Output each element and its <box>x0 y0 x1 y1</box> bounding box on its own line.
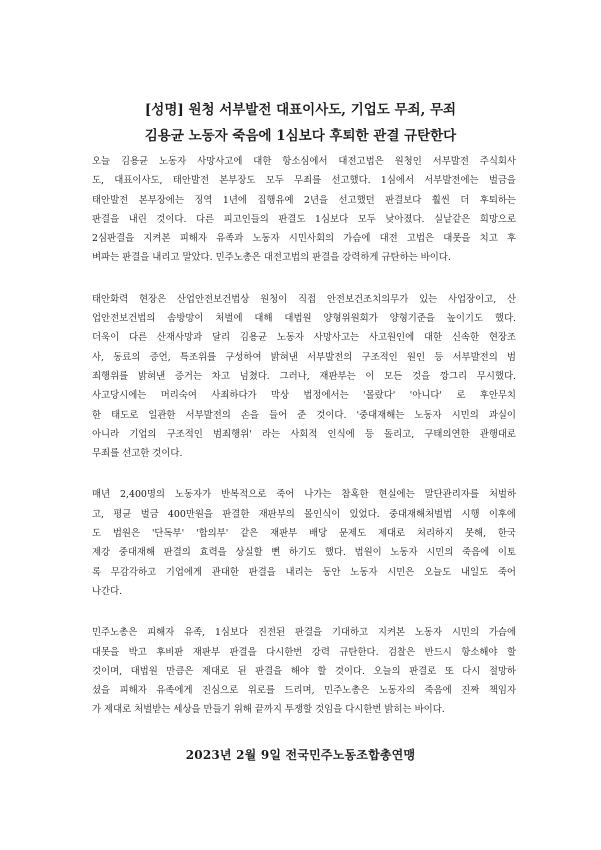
signature-line: 2023년 2월 9일 전국민주노동조합총연맹 <box>185 748 416 762</box>
paragraph-line: 것이며, 대법원 만큼은 제대로 된 판결을 해야 할 것이다. 오늘의 판결로 또 다시 절망하 <box>92 665 516 677</box>
paragraph-4 <box>92 623 516 719</box>
paragraph-3 <box>92 485 516 601</box>
paragraph-line: 오늘 김용균 노동자 사망사고에 대한 항소심에서 대전고법은 원청인 서부발전 주식회사 <box>92 156 516 167</box>
paragraph-line: 셨을 피해자 유족에게 진심으로 위로를 드리며, 민주노총은 노동자의 죽음에 진짜 책임자 <box>92 685 516 697</box>
title-line-1: [성명] 원청 서부발전 대표이사도, 기업도 무죄, 무죄 <box>144 102 457 118</box>
paragraph-line: 한 태도로 일관한 서부발전의 손을 들어 준 것이다. '중대재해는 노동자 시민의 과실이 <box>92 409 516 421</box>
paragraph-line: 도 법원은 '단독부' '합의부' 같은 재판부 배당 문제도 제대로 처리하지 못해, 한국 <box>92 528 516 540</box>
paragraph-line: 도, 대표이사도, 태안발전 본부장도 모두 무죄를 선고했다. 1심에서 서부발전에는 벌금을 <box>92 175 516 187</box>
paragraph-line: 벼파는 판결을 내리고 말았다. 민주노총은 대전고법의 판결을 강력하게 규탄하는 바이다. <box>92 252 451 264</box>
paragraph-1 <box>92 152 516 268</box>
paragraph-2 <box>92 290 516 464</box>
paragraph-line: 태안화력 현장은 산업안전보건법상 원청이 직접 안전보건조치의무가 있는 사업장이고, 산 <box>92 293 516 305</box>
title-line-2: 김용균 노동자 죽음에 1심보다 후퇴한 관결 규탄한다 <box>144 128 457 144</box>
paragraph-line: 사고당시에는 머리숙여 사죄하다가 막상 법정에서는 '몰랐다' '아니다' 로 후안무치 <box>92 390 516 402</box>
paragraph-line: 민주노총은 피해자 유족, 1심보다 진전된 판결을 기대하고 지켜본 노동자 시민의 가슴에 <box>92 627 516 639</box>
paragraph-line: 태안발전 본부장에는 징역 1년에 집행유예 2년을 선고했던 판결보다 훨씬 더 후퇴하는 <box>92 194 516 206</box>
paragraph-line: 무죄를 선고한 것이다. <box>92 448 183 460</box>
paragraph-line: 죄행위를 밝혀낸 증거는 차고 넘쳤다. 그러나, 재판부는 이 모든 것을 깡그리 무시했다. <box>92 370 516 382</box>
paragraph-line: 가 제대로 처벌받는 세상을 만들기 위해 끝까지 투쟁할 것임을 다시한번 밝히는 바이다. <box>92 704 445 716</box>
paragraph-line: 2심판결을 지켜본 피해자 유족과 노동자 시민사회의 가슴에 대전 고법은 대못을 치고 후 <box>92 233 516 245</box>
statement-body <box>92 152 516 742</box>
paragraph-line: 사, 동료의 증언, 특조위를 구성하여 밝혀낸 서부발전의 구조적인 원인 등 서부발전의 범 <box>92 351 516 363</box>
paragraph-line: 판결을 내린 것이다. 다른 피고인들의 판결도 1심보다 모두 낮아졌다. 실낱같은 희망으로 <box>92 213 516 225</box>
paragraph-line: 대못을 박고 후비판 재판부 판결을 다시한번 강력 규탄한다. 검찰은 반드시 항소해야 할 <box>92 646 516 658</box>
statement-title <box>0 97 601 149</box>
paragraph-line: 더욱이 다른 산재사망과 달리 김용균 노동자 사망사고는 사고원인에 대한 신속한 현장조 <box>92 332 516 344</box>
paragraph-line: 아니라 기업의 구조적인 범죄행위' 라는 사회적 인식에 등 돌리고, 구태의연한 관행대로 <box>92 428 516 440</box>
paragraph-line: 고, 평균 벌금 400만원을 판결한 재판부의 몰인식이 있었다. 중대재해처벌법 시행 이후에 <box>92 508 516 520</box>
paragraph-line: 나간다. <box>92 585 123 597</box>
paragraph-line: 제강 중대재해 판결의 효력을 상실할 뻔 하기도 했다. 법원이 노동자 시민의 죽음에 이토 <box>92 547 516 559</box>
paragraph-line: 매년 2,400명의 노동자가 반복적으로 죽어 나가는 참혹한 현실에는 말단관리자를 처벌하 <box>92 489 516 501</box>
paragraph-line: 록 무감각하고 기업에게 관대한 판결을 내리는 동안 노동자 시민은 오늘도 내일도 죽어 <box>92 566 516 578</box>
paragraph-line: 업안전보건법의 솜방망이 처벌에 대해 대법원 양형위원회가 양형기준을 높이기도 했다. <box>92 313 516 325</box>
